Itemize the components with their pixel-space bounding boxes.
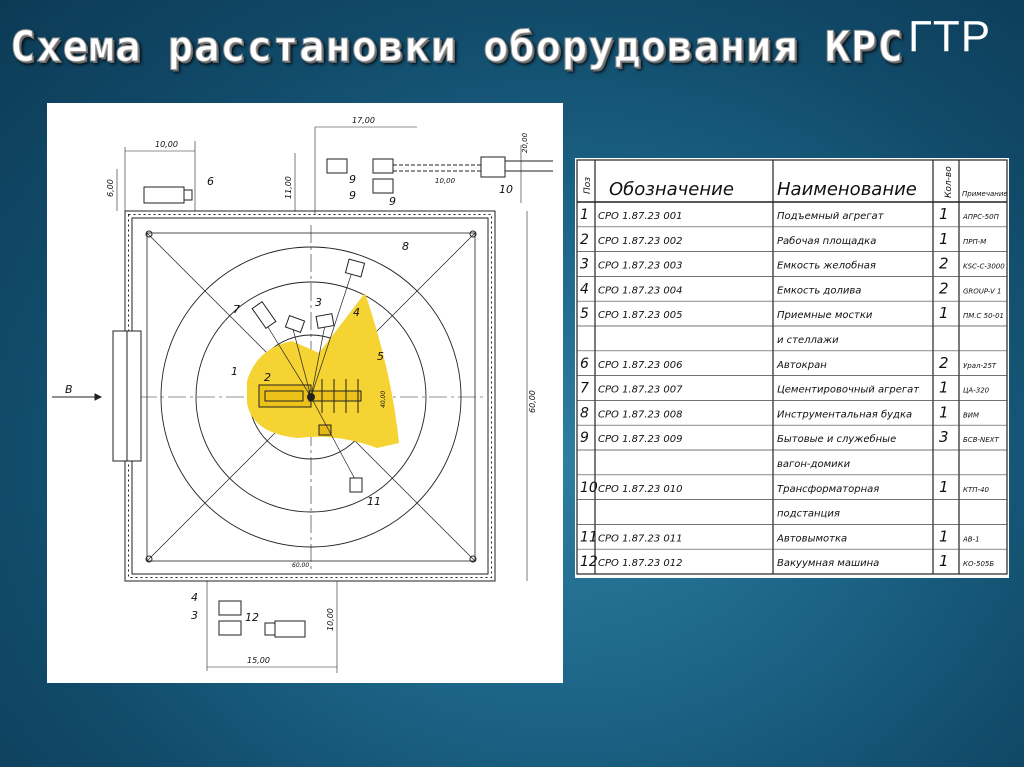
cementing-unit — [252, 302, 276, 329]
position-number: 7 — [233, 303, 240, 316]
row-note: АВ-1 — [963, 535, 980, 544]
row-code: СРО 1.87.23 005 — [598, 310, 683, 322]
row-note: ПРП-М — [963, 237, 987, 246]
row-code: СРО 1.87.23 012 — [598, 558, 683, 570]
row-code: СРО 1.87.23 002 — [598, 235, 683, 247]
row-name: Автовымотка — [777, 533, 848, 545]
row-name: Цементировочный агрегат — [777, 384, 920, 396]
row-code: СРО 1.87.23 007 — [598, 384, 683, 396]
dim-label: 40,00 — [380, 390, 387, 408]
position-number: 9 — [349, 173, 356, 186]
row-code: СРО 1.87.23 011 — [598, 533, 683, 545]
layout-svg — [47, 103, 563, 683]
position-number: 4 — [353, 306, 360, 319]
crane-cab — [184, 190, 192, 200]
position-number: 12 — [245, 611, 259, 624]
row-note: Урал-25Т — [963, 361, 997, 370]
position-number: 6 — [207, 175, 214, 188]
row-name: вагон-домики — [777, 459, 851, 470]
position-number: 3 — [191, 609, 198, 622]
dim-label: 10,00 — [435, 177, 456, 185]
tool-booth — [345, 259, 364, 277]
row-name: Вакуумная машина — [777, 558, 880, 570]
header-qty: Кол-во — [944, 166, 954, 198]
row-qty: 1 — [939, 304, 949, 323]
row-pos: 1 — [580, 207, 589, 223]
position-number: 9 — [389, 195, 396, 208]
row-name: и стеллажи — [777, 335, 839, 346]
dim-label: 6,00 — [106, 179, 115, 197]
position-number: 10 — [499, 183, 513, 196]
row-name: Подъемный агрегат — [777, 211, 884, 222]
row-pos: 8 — [580, 405, 589, 422]
transformer — [481, 157, 505, 177]
topup-tank — [316, 314, 334, 329]
row-qty: 2 — [939, 254, 949, 273]
row-qty: 1 — [939, 229, 949, 248]
row-note: KSC-C-3000 — [963, 262, 1005, 271]
position-number: 3 — [315, 296, 322, 309]
equipment-layout-drawing — [47, 103, 563, 683]
dim-label: 20,00 — [521, 132, 529, 153]
crane-unit — [144, 187, 184, 203]
row-pos: 2 — [580, 231, 589, 248]
trailer — [373, 159, 393, 173]
row-code: СРО 1.87.23 001 — [598, 211, 683, 222]
row-pos: 3 — [580, 256, 589, 273]
row-note: АПРС-50П — [963, 213, 999, 221]
small-equipment — [319, 425, 331, 435]
row-name: подстанция — [777, 508, 840, 520]
position-number: 8 — [402, 240, 409, 253]
row-note: ПМ.С 50-01 — [963, 312, 1004, 321]
row-pos: 7 — [580, 380, 589, 397]
row-pos: 4 — [580, 281, 589, 298]
position-number: 11 — [367, 495, 381, 508]
position-number: 5 — [377, 350, 384, 363]
position-number: 4 — [191, 591, 198, 604]
row-note: ЦА-320 — [963, 386, 990, 395]
row-code: СРО 1.87.23 008 — [598, 409, 683, 421]
trough-tank — [285, 316, 304, 333]
row-pos: 12 — [580, 554, 598, 571]
row-name: Инструментальная будка — [777, 409, 913, 421]
header-note: Примечание — [962, 190, 1008, 198]
row-name: Емкость долива — [777, 285, 862, 297]
row-pos: 6 — [580, 355, 589, 372]
slide-title: Схема расстановки оборудования КРС — [10, 22, 904, 71]
header-name: Наименование — [777, 179, 917, 200]
row-pos: 5 — [580, 306, 589, 323]
trailer — [327, 159, 347, 173]
row-code: СРО 1.87.23 003 — [598, 260, 683, 272]
position-number: 1 — [231, 365, 238, 378]
position-number: 2 — [264, 371, 271, 384]
dim-label: 15,00 — [247, 656, 270, 665]
spec-svg — [575, 158, 1009, 578]
row-name: Рабочая площадка — [777, 235, 877, 247]
row-pos: 11 — [580, 529, 598, 546]
row-name: Приемные мостки — [777, 310, 873, 322]
walkway — [309, 391, 361, 401]
row-qty: 2 — [939, 353, 949, 372]
row-qty: 1 — [939, 205, 949, 223]
vacuum-truck-cab — [265, 623, 275, 635]
row-code: СРО 1.87.23 006 — [598, 359, 683, 371]
position-number: 9 — [349, 189, 356, 202]
dim-label: 17,00 — [352, 116, 375, 125]
dim-label: 10,00 — [326, 608, 335, 631]
dim-label: 60,00 — [528, 390, 537, 413]
row-pos: 10 — [580, 479, 598, 496]
row-qty: 1 — [939, 552, 949, 571]
dim-label: 10,00 — [155, 140, 178, 149]
header-designation: Обозначение — [609, 179, 734, 200]
row-pos: 9 — [580, 430, 589, 447]
equipment-spec-table — [575, 158, 1009, 578]
row-note: ВИМ — [963, 411, 980, 420]
row-qty: 3 — [939, 428, 949, 447]
header-pos: Поз — [583, 176, 593, 194]
arrow-head — [95, 394, 101, 400]
topup-tank-bottom — [219, 601, 241, 615]
row-qty: 1 — [939, 477, 949, 496]
company-logo: ГТР — [908, 12, 992, 61]
direction-label: В — [65, 383, 73, 396]
row-code: СРО 1.87.23 009 — [598, 434, 683, 446]
row-name: Автокран — [777, 359, 827, 371]
row-name: Трансформаторная — [777, 483, 880, 495]
row-note: КО-505Б — [963, 560, 995, 569]
row-note: КТП-40 — [963, 485, 989, 494]
unwinder — [350, 478, 362, 492]
trailer — [373, 179, 393, 193]
trough-tank-bottom — [219, 621, 241, 635]
dim-label: 11,00 — [284, 176, 293, 199]
row-name: Емкость желобная — [777, 260, 876, 272]
row-qty: 1 — [939, 527, 949, 546]
row-qty: 2 — [939, 279, 949, 298]
row-qty: 1 — [939, 403, 949, 422]
row-code: СРО 1.87.23 004 — [598, 285, 683, 297]
row-note: GROUP-V 1 — [963, 287, 1002, 296]
vacuum-truck — [275, 621, 305, 637]
row-note: БСВ-NEXT — [963, 436, 999, 445]
row-code: СРО 1.87.23 010 — [598, 483, 683, 495]
row-name: Бытовые и служебные — [777, 434, 897, 446]
dim-label: 60,00 — [292, 562, 310, 569]
row-qty: 1 — [939, 378, 949, 397]
